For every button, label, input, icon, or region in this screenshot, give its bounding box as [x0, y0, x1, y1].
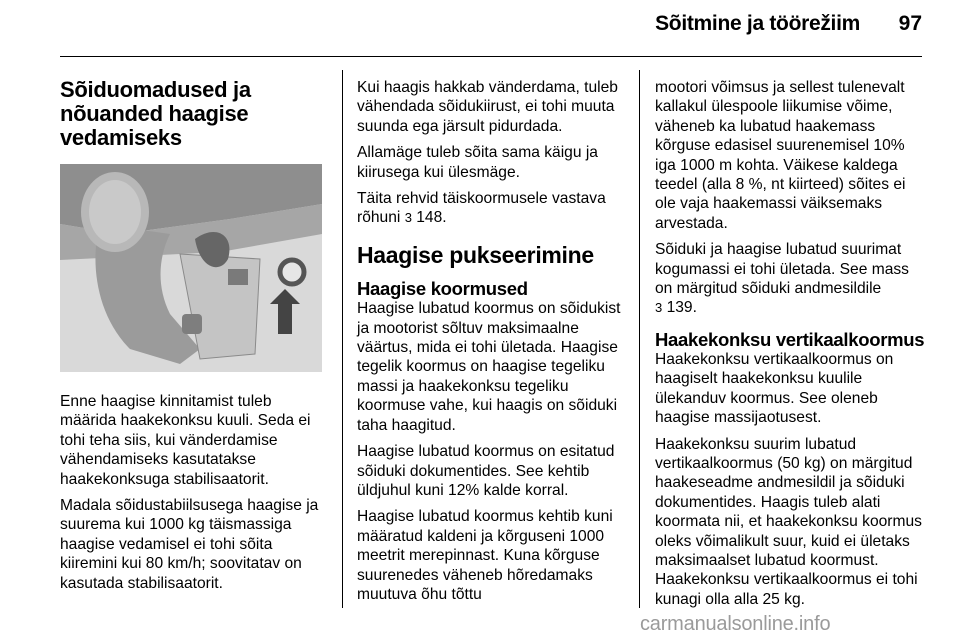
subsection-heading: Haagise koormused — [357, 278, 528, 300]
paragraph: Haakekonksu vertikaalkoormus on haagiselt haakekonksu kuulile ülekanduv koormus. See oleneb haagise massijaotusest. — [655, 350, 894, 427]
paragraph — [655, 240, 925, 318]
paragraph — [357, 189, 632, 228]
subsection-heading: Haakekonksu vertikaalkoormus — [655, 328, 925, 350]
paragraph: Enne haagise kinnitamist tuleb määrida haakekonksu kuuli. Seda ei tohi teha siis, kui vänderdamise vähendamiseks kasutatakse haakekonksuga stabilisaatorit. — [60, 393, 311, 488]
paragraph: Haagise lubatud koormus on esitatud sõiduki dokumentides. See kehtib üldjuhul kuni 12% kalde korral. — [357, 443, 615, 499]
watermark: carmanualsonline.info — [640, 613, 831, 635]
paragraph: Allamäge tuleb sõita sama käigu ja kiirusega kui ülesmäge. — [357, 144, 598, 181]
paragraph: Haakekonksu suurim lubatud vertikaalkoormus (50 kg) on märgitud haakeseadme andmesildil ja sõiduki dokumentides. Haagis tuleb alati koormata nii, et haakekonksu koormus oleks võimalikult suur, kuid ei ületaks maksimaalset lubatud koormust. Haakekonksu vertikaalkoormus ei tohi kunagi olla alla 25 kg. — [655, 435, 922, 608]
column-3 — [655, 78, 925, 616]
paragraph: Kui haagis hakkab vänderdama, tuleb vähendada sõidukiirust, ei tohi muuta suunda ega järsult pidurdada. — [357, 79, 618, 135]
section-heading: Sõiduomadused ja nõuanded haagise vedamiseks — [60, 77, 251, 150]
header-divider — [60, 56, 922, 57]
page-reference-icon: 3 — [655, 300, 663, 316]
page-reference-icon: 3 — [404, 210, 412, 226]
column-divider — [639, 70, 640, 608]
page-reference: 139. — [662, 299, 697, 317]
section-heading: Haagise pukseerimine — [357, 241, 594, 268]
paragraph-text: Täita rehvid täiskoormusele vastava rõhuni — [357, 190, 606, 227]
paragraph: Haagise lubatud koormus on sõidukist ja mootorist sõltuv maksimaalne väärtus, mida ei tohi ületada. Haagise tegelik koormus on haagise tegeliku massi ja haakekonksu tegeliku koormuse vahe, kui haagis on sõiduki taha haagitud. — [357, 300, 621, 434]
page-reference: 148. — [411, 209, 447, 227]
paragraph: Madala sõidustabiilsusega haagise ja suurema kui 1000 kg täismassiga haagise vedamisel ei tohi sõita kiiremini kui 80 km/h; soovitatav on kasutada stabilisaatorit. — [60, 497, 319, 592]
column-divider — [342, 70, 343, 608]
paragraph: Haagise lubatud koormus kehtib kuni määratud kaldeni ja kõrguseni 1000 meetrit merepinnast. Kuna kõrguse suurenedes väheneb hõredamaks muutuva õhu tõttu — [357, 508, 613, 603]
running-header-title: Sõitmine ja töörežiim — [655, 12, 860, 35]
column-1 — [60, 78, 330, 600]
tow-hook-illustration — [60, 164, 322, 372]
tow-hook-icon — [60, 164, 322, 372]
page-number: 97 — [898, 12, 922, 35]
paragraph: mootori võimsus ja sellest tulenevalt kallakul ülespoole liikumise võime, väheneb ka lubatud haakemass kõrguse edasisel suurenemisel 10% iga 1000 m kohta. Väikese kaldega teedel (alla 8 %, nt kiirteed) sõites ei ole vaja haakemassi väiksemaks arvestada. — [655, 79, 906, 232]
column-2 — [357, 78, 632, 611]
paragraph-text: Sõiduki ja haagise lubatud suurimat kogumassi ei tohi ületada. See mass on märgitud sõiduki andmesildile — [655, 241, 909, 298]
